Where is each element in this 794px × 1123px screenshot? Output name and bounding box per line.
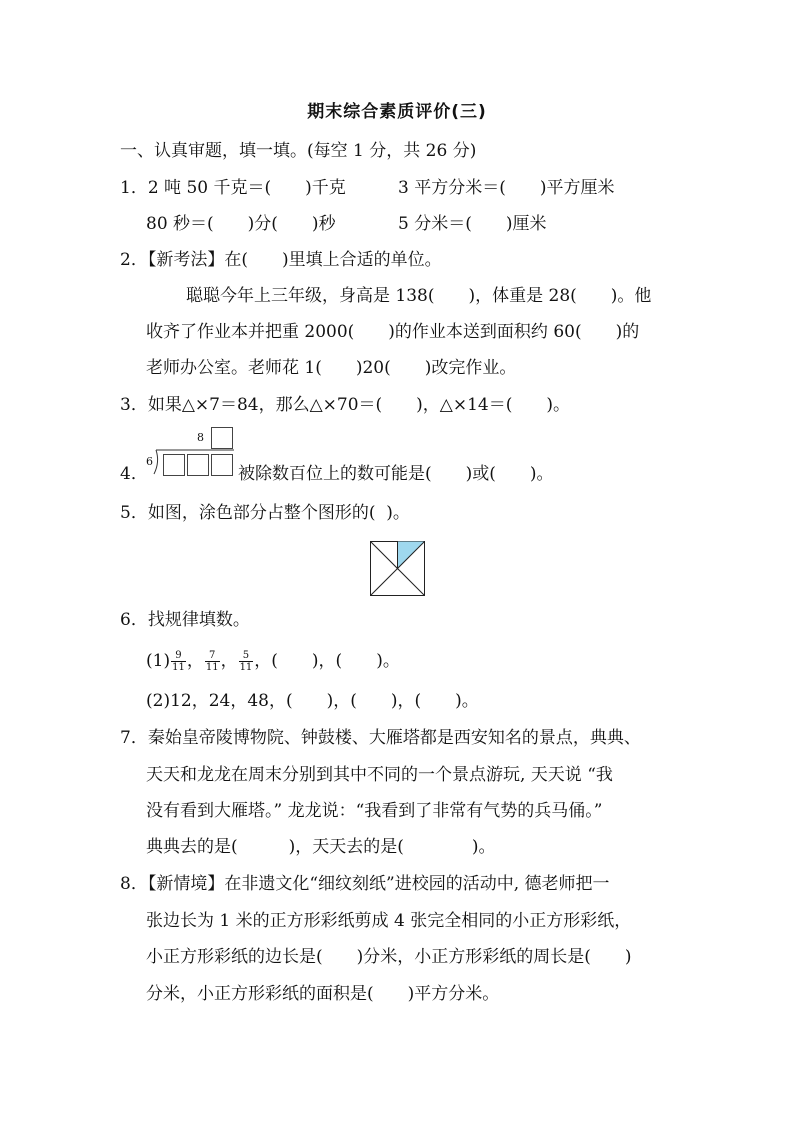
- dividend-box-3: [211, 454, 233, 476]
- fraction-1: [171, 650, 186, 673]
- q7-line1: 7．秦始皇帝陵博物院、钟鼓楼、大雁塔都是西安知名的景点，典典、: [120, 728, 641, 748]
- q1-part-b: 3 平方分米＝( )平方厘米: [398, 178, 615, 198]
- q1-part-c: 80 秒＝( )分( )秒: [146, 214, 336, 234]
- separator: ，: [186, 651, 204, 671]
- q6-part1-tail: ，( )，( )。: [254, 651, 400, 671]
- fraction-1-denominator: 11: [172, 662, 185, 673]
- q8-line3: 小正方形彩纸的边长是( )分米，小正方形彩纸的周长是( ): [146, 947, 632, 967]
- quotient-digit: 8: [197, 431, 204, 444]
- separator: ，: [220, 651, 238, 671]
- q1-part-a: 1．2 吨 50 千克＝( )千克: [120, 178, 346, 198]
- q1-part-d: 5 分米＝( )厘米: [398, 214, 547, 234]
- page-title: 期末综合素质评价(三): [307, 102, 487, 122]
- shaded-square-figure: [370, 541, 425, 596]
- fraction-3: [239, 650, 254, 673]
- fraction-2-denominator: 11: [205, 662, 219, 673]
- q2-line4: 老师办公室。老师花 1( )20( )改完作业。: [146, 358, 517, 378]
- divisor-digit: 6: [146, 455, 153, 468]
- quotient-blank-box: [211, 427, 233, 449]
- q8-line1: 8．【新情境】在非遗文化“细纹刻纸”进校园的活动中, 德老师把一: [120, 874, 610, 894]
- q6-heading: 6．找规律填数。: [120, 610, 250, 630]
- dividend-box-1: [163, 454, 185, 476]
- q8-line4: 分米，小正方形彩纸的面积是( )平方分米。: [146, 984, 500, 1004]
- dividend-box-2: [187, 454, 209, 476]
- q7-line4: 典典去的是( )，天天去的是( )。: [146, 837, 496, 857]
- fraction-1-numerator: 9: [171, 650, 186, 662]
- q7-line2: 天天和龙龙在周末分别到其中不同的一个景点游玩, 天天说 “我: [146, 765, 613, 785]
- q2-line2: 聪聪今年上三年级，身高是 138( )，体重是 28( )。他: [186, 286, 652, 306]
- q3-text: 3．如果△×7＝84，那么△×70＝( )，△×14＝( )。: [120, 395, 571, 415]
- q8-line2: 张边长为 1 米的正方形彩纸剪成 4 张完全相同的小正方形彩纸，: [146, 911, 632, 931]
- fraction-3-numerator: 5: [239, 650, 254, 662]
- q6-part2: (2)12，24，48，( )，( )，( )。: [146, 691, 479, 711]
- fraction-3-denominator: 11: [239, 662, 253, 673]
- q7-line3: 没有看到大雁塔。” 龙龙说：“我看到了非常有气势的兵马俑。”: [146, 801, 603, 821]
- q2-line3: 收齐了作业本并把重 2000( )的作业本送到面积约 60( )的: [146, 322, 640, 342]
- fraction-2-numerator: 7: [205, 650, 220, 662]
- section-heading: 一、认真审题，填一填。(每空 1 分，共 26 分): [120, 141, 477, 161]
- q6-part1: [146, 650, 400, 673]
- q4-number: 4．: [120, 464, 148, 484]
- q4-text: 被除数百位上的数可能是( )或( )。: [238, 464, 554, 484]
- q2-line1: 2．【新考法】在( )里填上合适的单位。: [120, 250, 442, 270]
- fraction-2: [205, 650, 220, 673]
- q6-part1-label: (1): [146, 651, 171, 671]
- q5-text: 5．如图，涂色部分占整个图形的( )。: [120, 503, 410, 523]
